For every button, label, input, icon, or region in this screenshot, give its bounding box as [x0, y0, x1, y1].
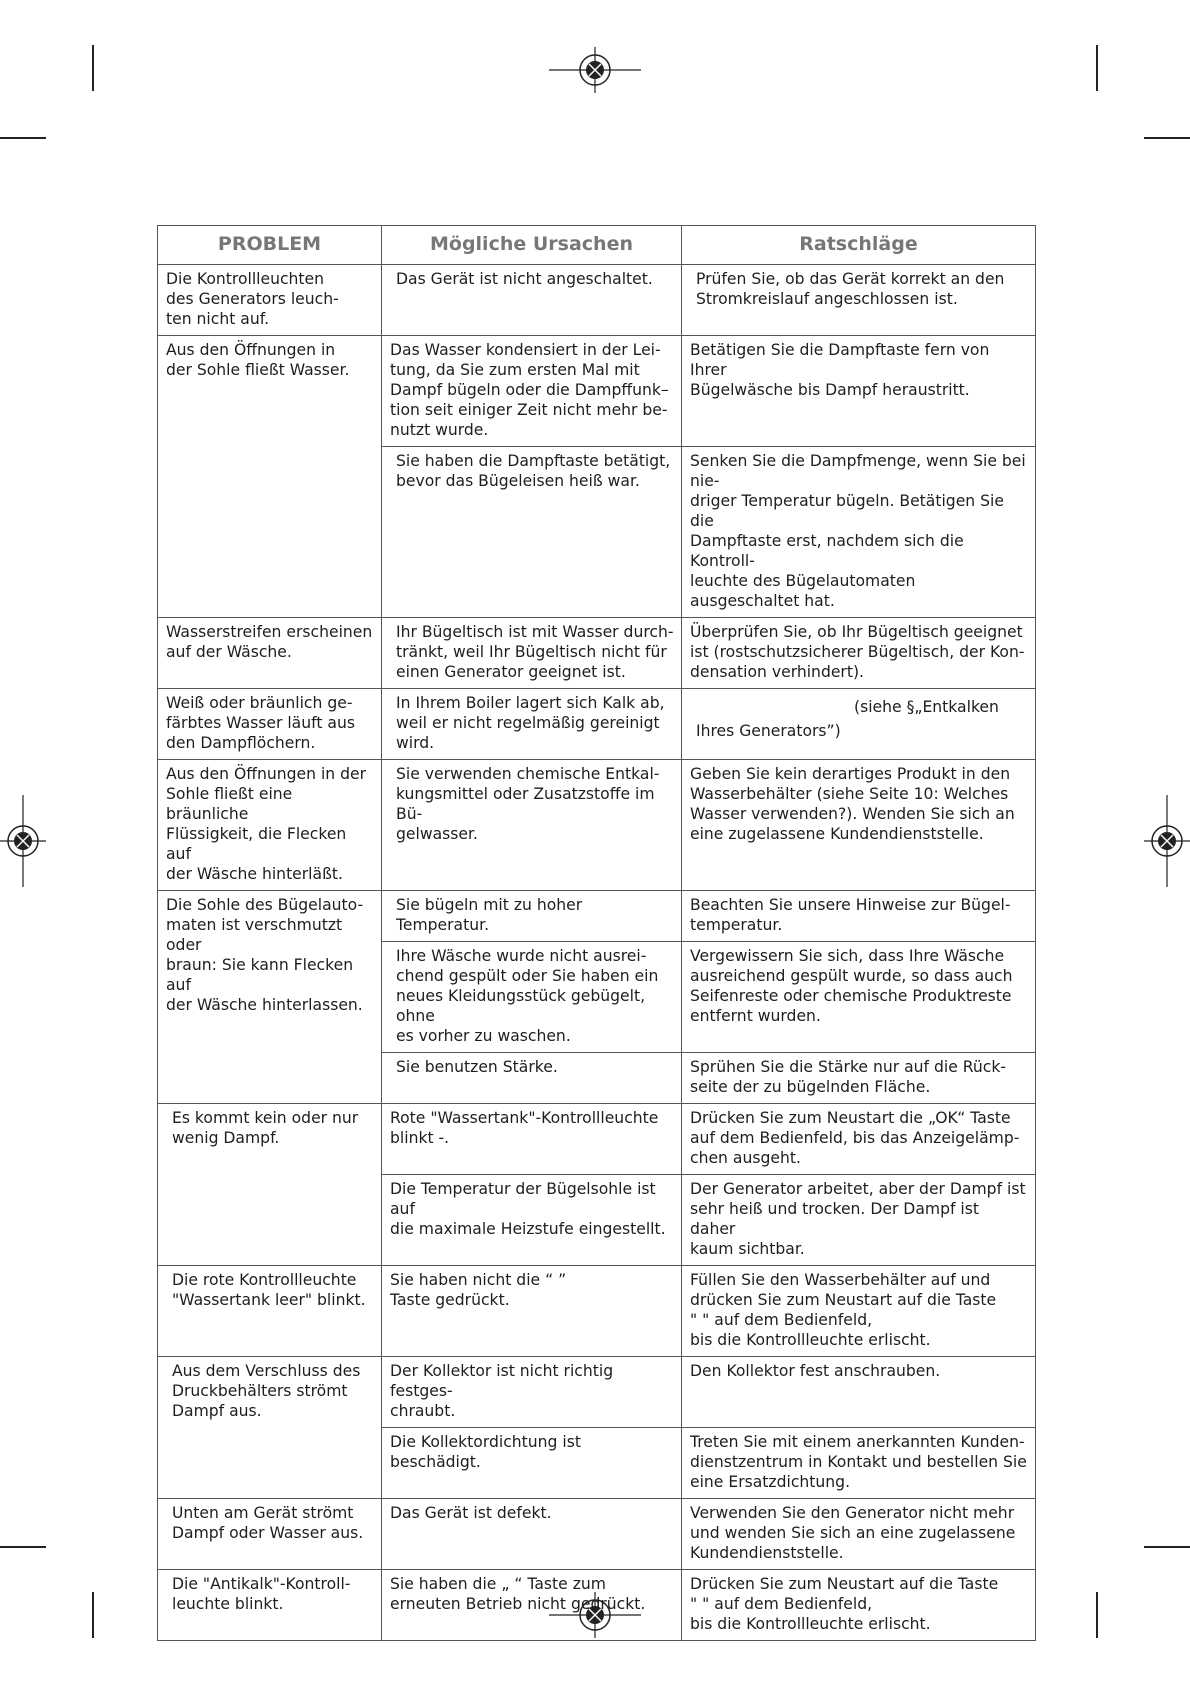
registration-mark-icon [0, 795, 46, 887]
advice-cell: Drücken Sie zum Neustart auf die Taste " " auf dem Bedienfeld, bis die Kontrollleuchte erlischt. [682, 1570, 1036, 1641]
advice-cell: Der Generator arbeitet, aber der Dampf ist sehr heiß und trocken. Der Dampf ist daher kaum sichtbar. [682, 1175, 1036, 1266]
problem-cell: Die rote Kontrollleuchte "Wassertank leer" blinkt. [158, 1266, 382, 1357]
troubleshooting-table [157, 225, 1036, 1641]
cause-cell: Der Kollektor ist nicht richtig festges- chraubt. [382, 1357, 682, 1428]
crop-mark [1144, 1546, 1190, 1548]
table-row [158, 265, 1036, 336]
problem-cell: Wasserstreifen erscheinen auf der Wäsche. [158, 618, 382, 689]
problem-cell: Weiß oder bräunlich ge- färbtes Wasser läuft aus den Dampflöchern. [158, 689, 382, 760]
cause-cell: Sie haben nicht die “ ” Taste gedrückt. [382, 1266, 682, 1357]
cause-cell: In Ihrem Boiler lagert sich Kalk ab, weil er nicht regelmäßig gereinigt wird. [382, 689, 682, 760]
table-row [158, 760, 1036, 891]
advice-line-2: Ihres Generators”) [696, 722, 841, 740]
cause-cell: Sie haben die Dampftaste betätigt, bevor das Bügeleisen heiß war. [382, 447, 682, 618]
crop-mark [0, 137, 46, 139]
cause-cell: Sie haben die „ “ Taste zum erneuten Betrieb nicht gedrückt. [382, 1570, 682, 1641]
advice-cell: Den Kollektor fest anschrauben. [682, 1357, 1036, 1428]
problem-cell: Unten am Gerät strömt Dampf oder Wasser aus. [158, 1499, 382, 1570]
cause-cell: Ihr Bügeltisch ist mit Wasser durch- tränkt, weil Ihr Bügeltisch nicht für einen Generator geeignet ist. [382, 618, 682, 689]
table-row [158, 336, 1036, 447]
table-header-row [158, 226, 1036, 265]
crop-mark [92, 45, 94, 91]
advice-cell: Prüfen Sie, ob das Gerät korrekt an den Stromkreislauf angeschlossen ist. [682, 265, 1036, 336]
table-row [158, 618, 1036, 689]
cause-cell: Die Temperatur der Bügelsohle ist auf die maximale Heizstufe eingestellt. [382, 1175, 682, 1266]
advice-cell: Überprüfen Sie, ob Ihr Bügeltisch geeignet ist (rostschutzsicherer Bügeltisch, der Kon- densation verhindert). [682, 618, 1036, 689]
cause-cell: Das Gerät ist nicht angeschaltet. [382, 265, 682, 336]
advice-cell: Treten Sie mit einem anerkannten Kunden- dienstzentrum in Kontakt und bestellen Sie eine Ersatzdichtung. [682, 1428, 1036, 1499]
cause-cell: Rote "Wassertank"-Kontrollleuchte blinkt -. [382, 1104, 682, 1175]
header-problem: PROBLEM [158, 226, 382, 265]
problem-cell: Die Kontrollleuchten des Generators leuch- ten nicht auf. [158, 265, 382, 336]
registration-mark-icon [1144, 795, 1190, 887]
header-causes: Mögliche Ursachen [382, 226, 682, 265]
cause-cell: Das Wasser kondensiert in der Lei- tung, da Sie zum ersten Mal mit Dampf bügeln oder die Dampffunk– tion seit einiger Zeit nicht mehr be- nutzt wurde. [382, 336, 682, 447]
crop-mark [0, 1546, 46, 1548]
cause-cell: Ihre Wäsche wurde nicht ausrei- chend gespült oder Sie haben ein neues Kleidungsstück gebügelt, ohne es vorher zu waschen. [382, 942, 682, 1053]
registration-mark-icon [549, 47, 641, 93]
table-row [158, 891, 1036, 942]
advice-cell: Vergewissern Sie sich, dass Ihre Wäsche ausreichend gespült wurde, so dass auch Seifenreste oder chemische Produktreste entfernt wurden. [682, 942, 1036, 1053]
advice-cell: Drücken Sie zum Neustart die „OK“ Taste auf dem Bedienfeld, bis das Anzeigelämp- chen ausgeht. [682, 1104, 1036, 1175]
advice-cell: Sprühen Sie die Stärke nur auf die Rück- seite der zu bügelnden Fläche. [682, 1053, 1036, 1104]
advice-cell: Senken Sie die Dampfmenge, wenn Sie bei nie- driger Temperatur bügeln. Betätigen Sie die Dampftaste erst, nachdem sich die Kontroll- leuchte des Bügelautomaten ausgeschaltet hat. [682, 447, 1036, 618]
advice-line-1: (siehe §„Entkalken [854, 698, 999, 716]
advice-cell: Beachten Sie unsere Hinweise zur Bügel- temperatur. [682, 891, 1036, 942]
advice-cell: Füllen Sie den Wasserbehälter auf und drücken Sie zum Neustart auf die Taste " " auf dem Bedienfeld, bis die Kontrollleuchte erlischt. [682, 1266, 1036, 1357]
problem-cell: Aus den Öffnungen in der Sohle fließt eine bräunliche Flüssigkeit, die Flecken auf der Wäsche hinterläßt. [158, 760, 382, 891]
table-row [158, 1570, 1036, 1641]
table-row [158, 1499, 1036, 1570]
table-row [158, 1266, 1036, 1357]
advice-cell: Geben Sie kein derartiges Produkt in den Wasserbehälter (siehe Seite 10: Welches Wasser verwenden?). Wenden Sie sich an eine zugelassene Kundendienststelle. [682, 760, 1036, 891]
problem-cell: Es kommt kein oder nur wenig Dampf. [158, 1104, 382, 1266]
crop-mark [1096, 45, 1098, 91]
crop-mark [1096, 1592, 1098, 1638]
problem-cell: Die "Antikalk"-Kontroll- leuchte blinkt. [158, 1570, 382, 1641]
table-row [158, 1357, 1036, 1428]
cause-cell: Das Gerät ist defekt. [382, 1499, 682, 1570]
advice-cell: Betätigen Sie die Dampftaste fern von Ihrer Bügelwäsche bis Dampf heraustritt. [682, 336, 1036, 447]
problem-cell: Aus den Öffnungen in der Sohle fließt Wasser. [158, 336, 382, 618]
crop-mark [92, 1592, 94, 1638]
header-advice: Ratschläge [682, 226, 1036, 265]
advice-cell: Verwenden Sie den Generator nicht mehr und wenden Sie sich an eine zugelassene Kundendienststelle. [682, 1499, 1036, 1570]
crop-mark [1144, 137, 1190, 139]
table-row [158, 689, 1036, 760]
cause-cell: Sie benutzen Stärke. [382, 1053, 682, 1104]
problem-cell: Aus dem Verschluss des Druckbehälters strömt Dampf aus. [158, 1357, 382, 1499]
cause-cell: Die Kollektordichtung ist beschädigt. [382, 1428, 682, 1499]
table-row [158, 1104, 1036, 1175]
advice-cell [682, 689, 1036, 760]
cause-cell: Sie bügeln mit zu hoher Temperatur. [382, 891, 682, 942]
problem-cell: Die Sohle des Bügelauto- maten ist verschmutzt oder braun: Sie kann Flecken auf der Wäsche hinterlassen. [158, 891, 382, 1104]
cause-cell: Sie verwenden chemische Entkal- kungsmittel oder Zusatzstoffe im Bü- gelwasser. [382, 760, 682, 891]
